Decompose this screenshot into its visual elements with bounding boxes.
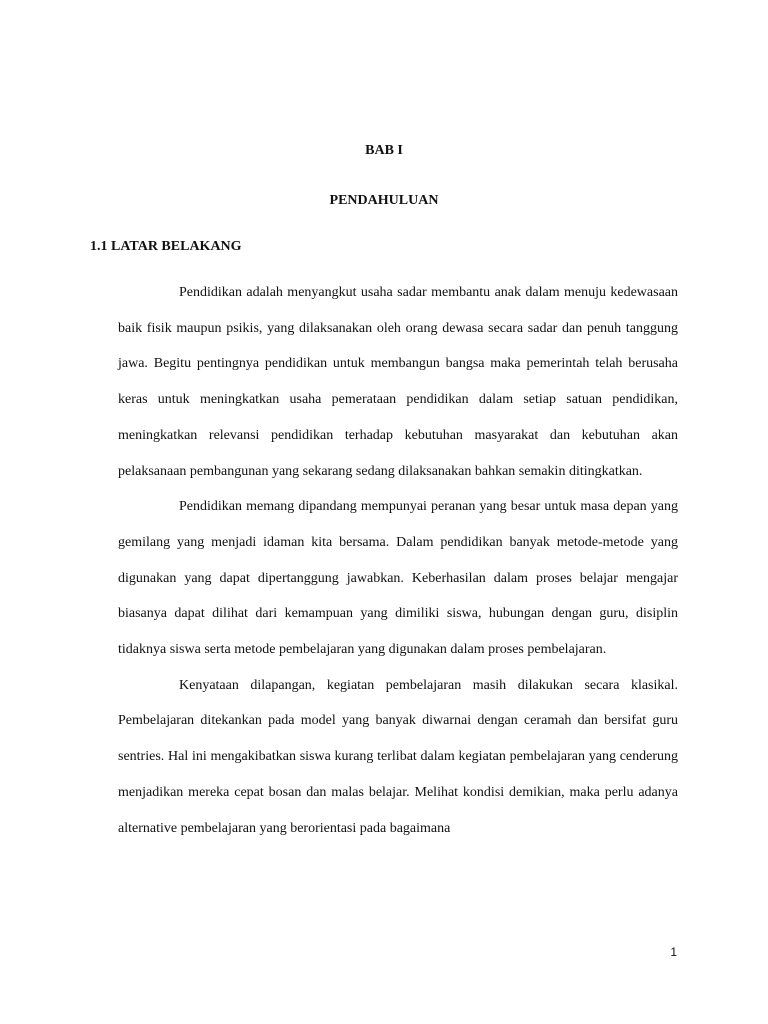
paragraph: Pendidikan adalah menyangkut usaha sadar membantu anak dalam menuju kedewasaan baik fisik maupun psikis, yang dilaksanakan oleh orang dewasa secara sadar dan penuh tanggung jawa. Begitu pentingnya pendidikan untuk membangun bangsa maka pemerintah telah berusaha keras untuk meningkatkan usaha pemerataan pendidikan dalam setiap satuan pendidikan, meningkatkan relevansi pendidikan terhadap kebutuhan masyarakat dan kebutuhan akan pelaksanaan pembangunan yang sekarang sedang dilaksanakan bahkan semakin ditingkatkan.	[118, 285, 678, 479]
section-heading: 1.1 LATAR BELAKANG	[90, 239, 242, 254]
body-text	[118, 275, 678, 846]
chapter-title: PENDAHULUAN	[329, 193, 439, 208]
page-number: 1	[670, 945, 677, 959]
paragraph: Pendidikan memang dipandang mempunyai peranan yang besar untuk masa depan yang gemilang yang menjadi idaman kita bersama. Dalam pendidikan banyak metode-metode yang digunakan yang dapat dipertanggung jawabkan. Keberhasilan dalam proses belajar mengajar biasanya dapat dilihat dari kemampuan yang dimiliki siswa, hubungan dengan guru, disiplin tidaknya siswa serta metode pembelajaran yang digunakan dalam proses pembelajaran.	[118, 499, 678, 658]
paragraph: Kenyataan dilapangan, kegiatan pembelajaran masih dilakukan secara klasikal. Pembelajaran ditekankan pada model yang banyak diwarnai dengan ceramah dan bersifat guru sentries. Hal ini mengakibatkan siswa kurang terlibat dalam kegiatan pembelajaran yang cenderung menjadikan mereka cepat bosan dan malas belajar. Melihat kondisi demikian, maka perlu adanya alternative pembelajaran yang berorientasi pada bagaimana	[118, 677, 678, 836]
chapter-number: BAB I	[365, 143, 403, 158]
